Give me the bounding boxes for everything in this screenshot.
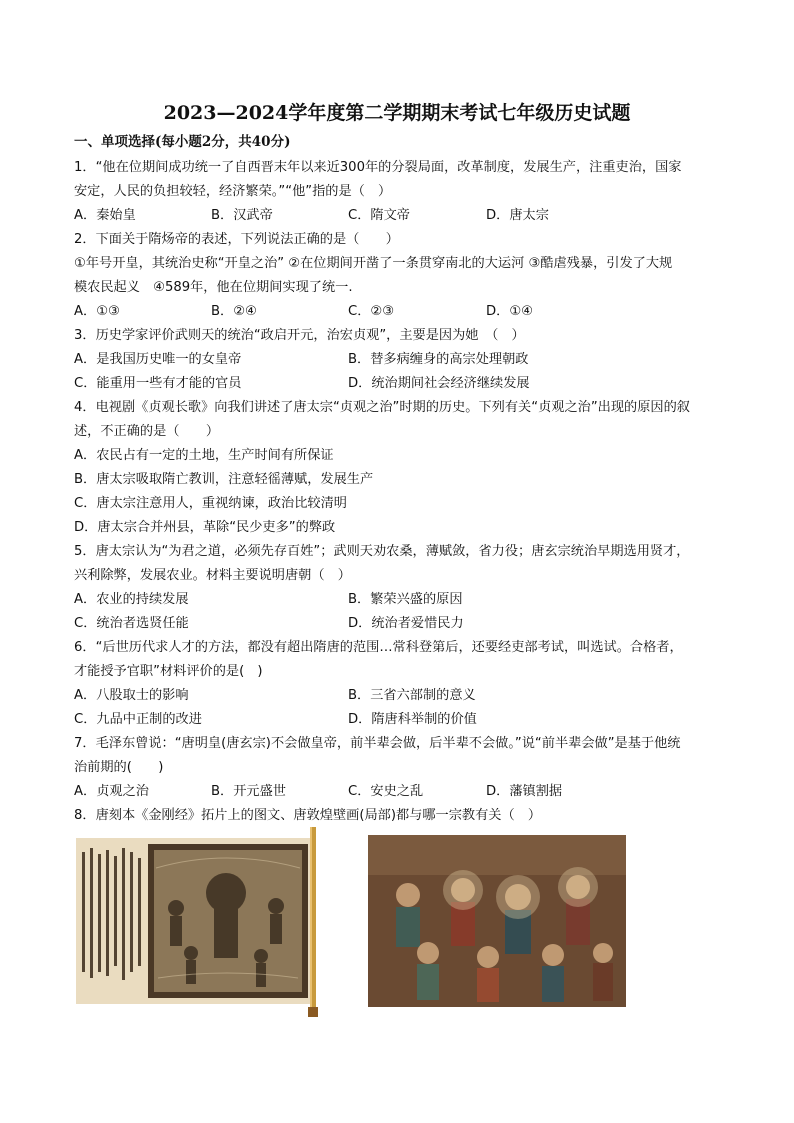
q7-text-line1: 7．毛泽东曾说：“唐明皇(唐玄宗)不会做皇帝，前半辈会做，后半辈不会做。”说“前半辈会做”是基于他统 (74, 736, 681, 751)
q3-option-a[interactable]: A．是我国历史唯一的女皇帝 (74, 352, 242, 367)
q3-option-d[interactable]: D．统治期间社会经济继续发展 (348, 376, 530, 391)
q7-text-line2: 治前期的( ) (74, 760, 164, 775)
q6-option-a[interactable]: A．八股取士的影响 (74, 688, 189, 703)
q4-option-c[interactable]: C．唐太宗注意用人，重视纳谏，政治比较清明 (74, 496, 347, 511)
q4-option-b[interactable]: B．唐太宗吸取隋亡教训，注意轻徭薄赋，发展生产 (74, 472, 374, 487)
q4-text-line2: 述，不正确的是（ ） (74, 424, 220, 439)
q6-text-line1: 6．“后世历代求人才的方法，都没有超出隋唐的范围…常科登第后，还要经吏部考试，叫选试。合格者， (74, 640, 683, 655)
scroll-rod-image (307, 827, 319, 1017)
q5-option-b[interactable]: B．繁荣兴盛的原因 (348, 592, 463, 607)
q2-text-line1: 2．下面关于隋炀帝的表述，下列说法正确的是（ ） (74, 232, 399, 247)
q2-text-line3: 模农民起义 ④589年，他在位期间实现了统一. (74, 280, 353, 295)
q1-text-line1: 1．“他在位期间成功统一了自西晋末年以来近300年的分裂局面，改革制度，发展生产，注重吏治，国家 (74, 160, 682, 175)
q7-option-a[interactable]: A．贞观之治 (74, 784, 149, 799)
section-heading: 一、单项选择(每小题2分，共40分) (74, 134, 291, 150)
diamond-sutra-image (76, 838, 311, 1004)
q2-option-b[interactable]: B．②④ (211, 304, 257, 319)
q4-text-line1: 4．电视剧《贞观长歌》向我们讲述了唐太宗“贞观之治”时期的历史。下列有关“贞观之治”出现的原因的叙 (74, 400, 690, 415)
q6-option-c[interactable]: C．九品中正制的改进 (74, 712, 202, 727)
q2-text-line2: ①年号开皇，其统治史称“开皇之治” ②在位期间开凿了一条贯穿南北的大运河 ③酷虐残暴，引发了大规 (74, 256, 673, 271)
q1-option-a[interactable]: A．秦始皇 (74, 208, 136, 223)
q2-option-c[interactable]: C．②③ (348, 304, 395, 319)
q4-option-a[interactable]: A．农民占有一定的土地，生产时间有所保证 (74, 448, 334, 463)
q2-option-d[interactable]: D．①④ (486, 304, 533, 319)
q1-option-d[interactable]: D．唐太宗 (486, 208, 549, 223)
q2-option-a[interactable]: A．①③ (74, 304, 120, 319)
q6-text-line2: 才能授予官职”材料评价的是( ) (74, 664, 263, 679)
q5-option-a[interactable]: A．农业的持续发展 (74, 592, 189, 607)
q5-option-d[interactable]: D．统治者爱惜民力 (348, 616, 464, 631)
dunhuang-mural-image (368, 835, 626, 1007)
q7-option-d[interactable]: D．藩镇割据 (486, 784, 563, 799)
q7-option-c[interactable]: C．安史之乱 (348, 784, 424, 799)
q6-option-d[interactable]: D．隋唐科举制的价值 (348, 712, 477, 727)
q7-option-b[interactable]: B．开元盛世 (211, 784, 286, 799)
q1-option-c[interactable]: C．隋文帝 (348, 208, 410, 223)
exam-title: 2023—2024学年度第二学期期末考试七年级历史试题 (163, 102, 631, 124)
q6-option-b[interactable]: B．三省六部制的意义 (348, 688, 476, 703)
q8-text-line1: 8．唐刻本《金刚经》拓片上的图文、唐敦煌壁画(局部)都与哪一宗教有关（ ） (74, 808, 542, 823)
q5-text-line2: 兴利除弊，发展农业。材料主要说明唐朝（ ） (74, 568, 351, 583)
q3-option-b[interactable]: B．替多病缠身的高宗处理朝政 (348, 352, 529, 367)
q1-text-line2: 安定，人民的负担较轻，经济繁荣。”“他”指的是（ ） (74, 184, 392, 199)
q5-text-line1: 5．唐太宗认为“为君之道，必须先存百姓”；武则天劝农桑，薄赋敛，省力役；唐玄宗统治早期选用贤才， (74, 544, 690, 559)
q3-text-line1: 3．历史学家评价武则天的统治“政启开元，治宏贞观”，主要是因为她 （ ） (74, 328, 525, 343)
q3-option-c[interactable]: C．能重用一些有才能的官员 (74, 376, 242, 391)
q5-option-c[interactable]: C．统治者选贤任能 (74, 616, 189, 631)
q1-option-b[interactable]: B．汉武帝 (211, 208, 273, 223)
q4-option-d[interactable]: D．唐太宗合并州县，革除“民少吏多”的弊政 (74, 520, 336, 535)
